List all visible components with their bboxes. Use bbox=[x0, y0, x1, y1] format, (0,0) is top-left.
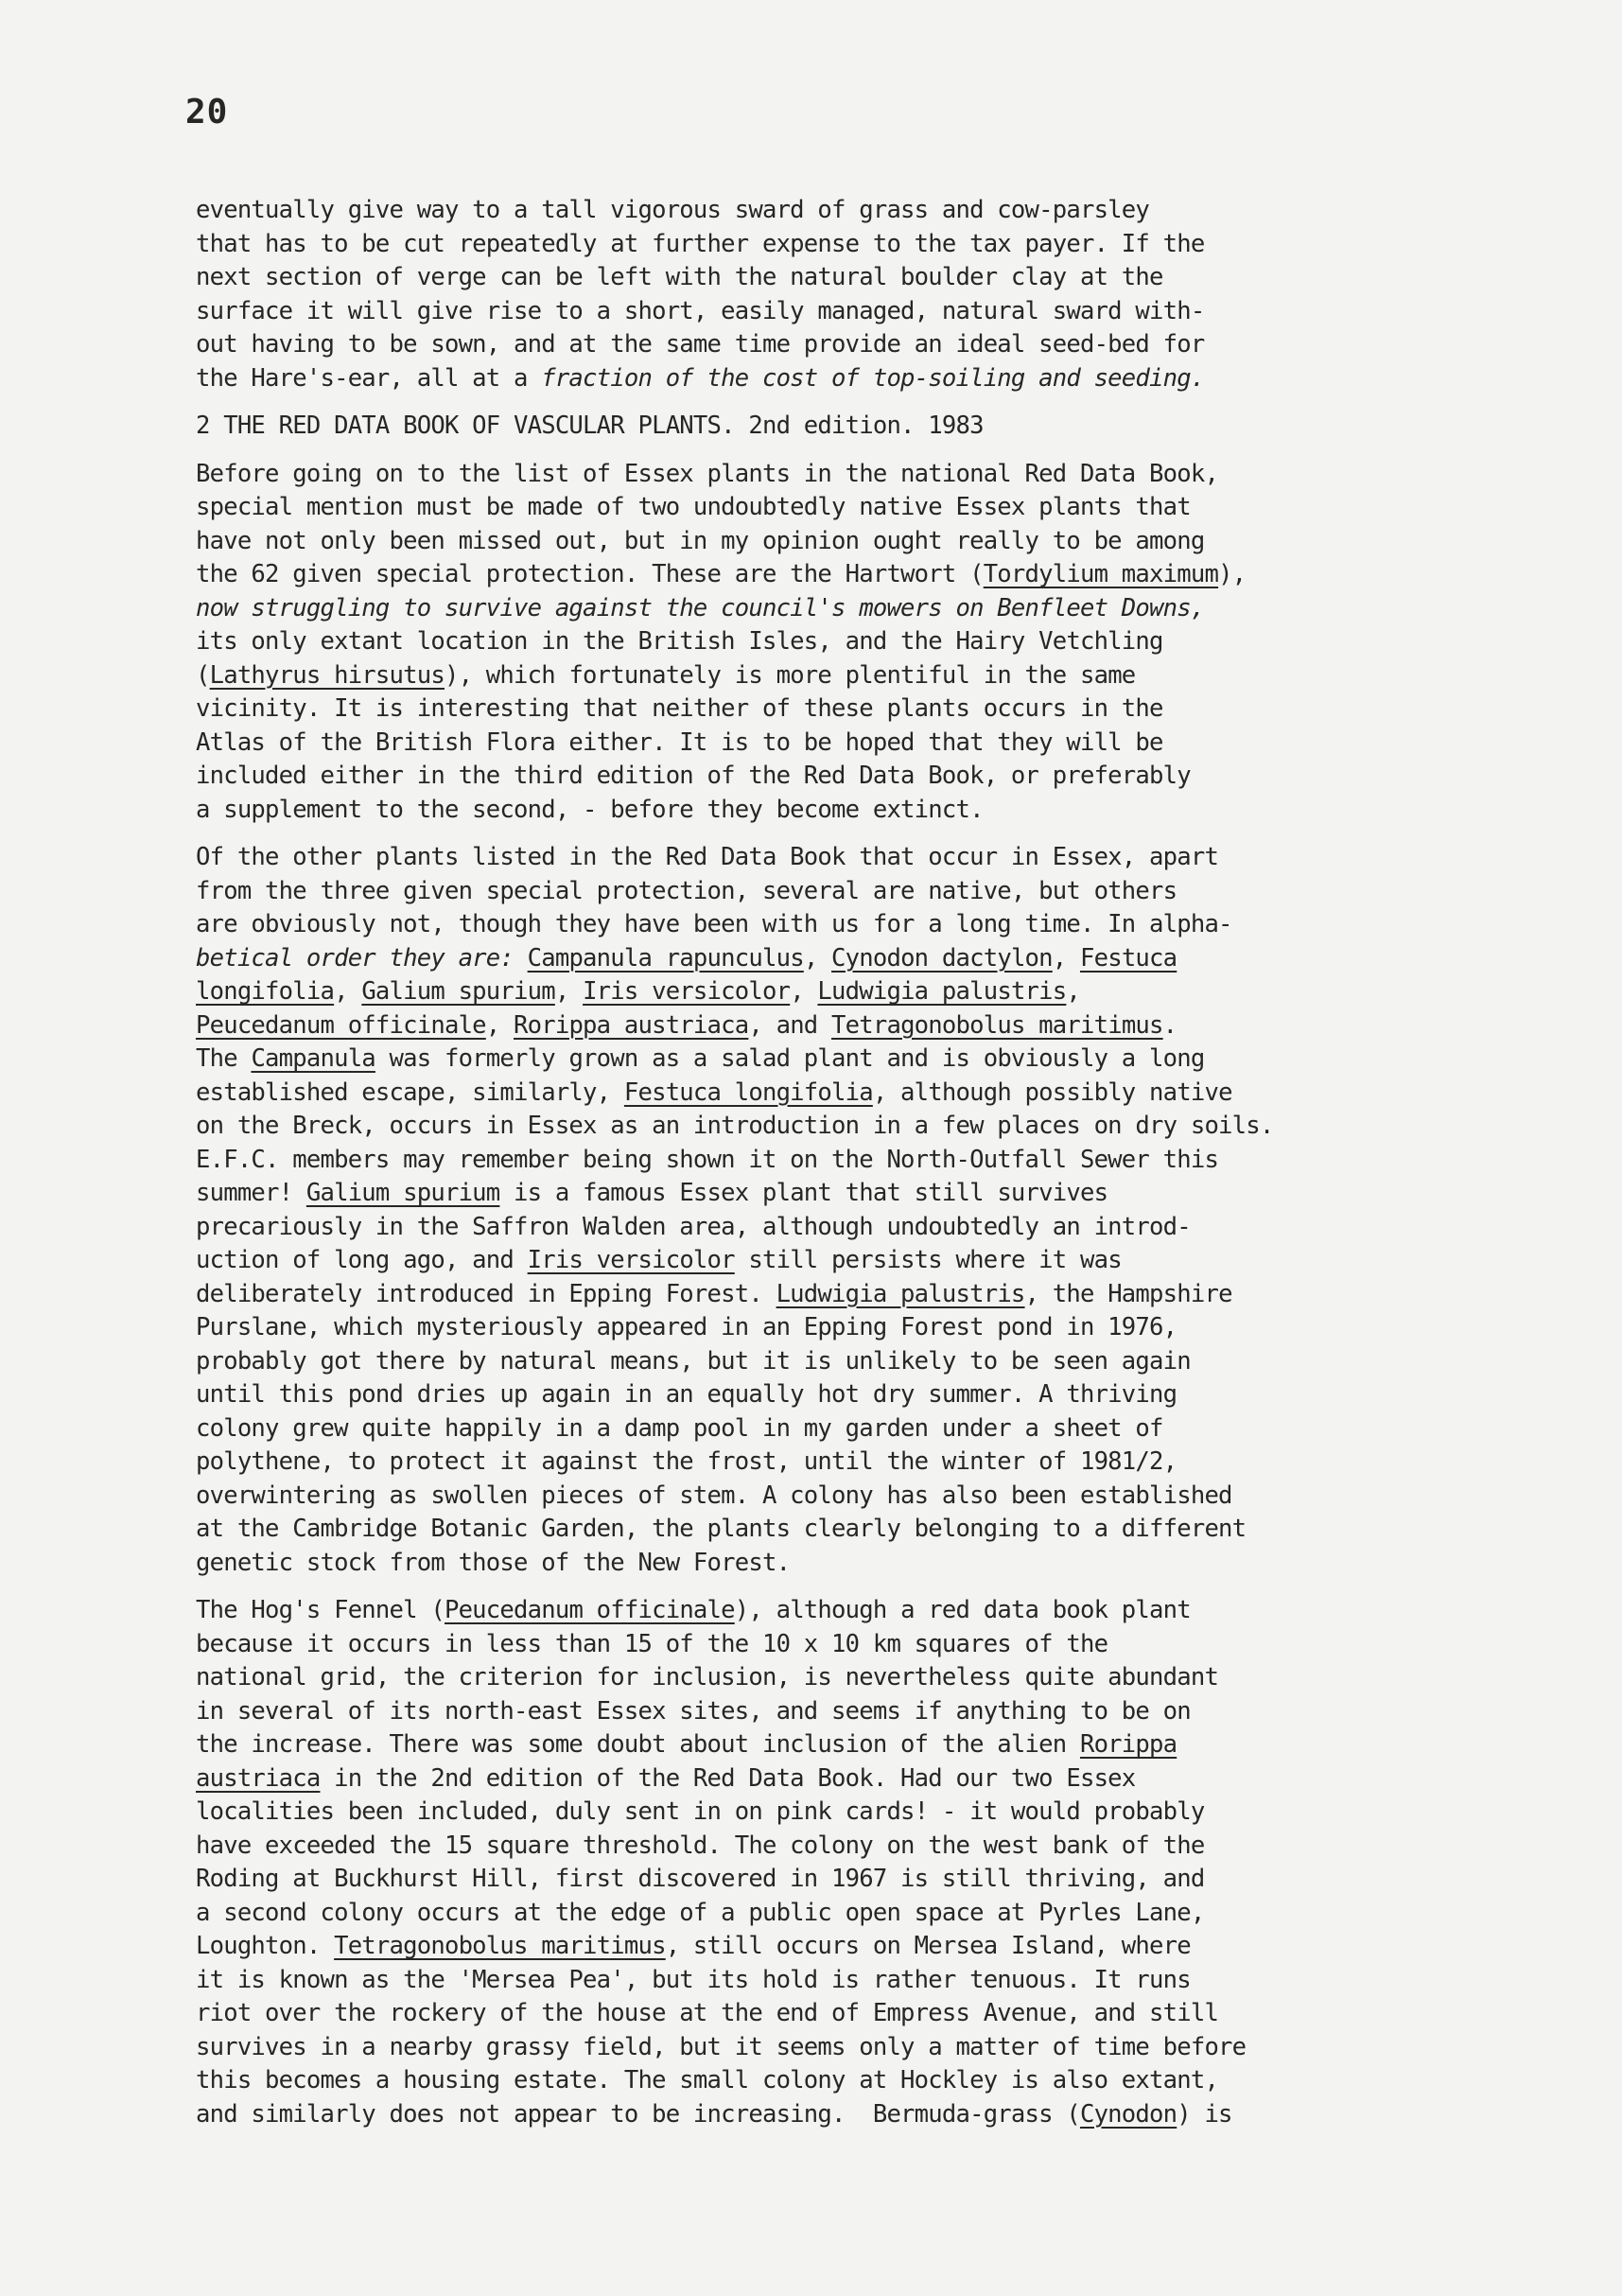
text-line: 2 THE RED DATA BOOK OF VASCULAR PLANTS. 2nd edition. 1983 bbox=[196, 412, 984, 440]
body-text bbox=[196, 194, 1586, 2131]
text-line: established escape, similarly, Festuca longifolia, although possibly native bbox=[196, 1078, 1232, 1107]
text-line: on the Breck, occurs in Essex as an introduction in a few places on dry soils. bbox=[196, 1112, 1274, 1140]
text-line: precariously in the Saffron Walden area, although undoubtedly an introd- bbox=[196, 1212, 1191, 1241]
text-line: vicinity. It is interesting that neither of these plants occurs in the bbox=[196, 694, 1163, 723]
text-line: it is known as the 'Mersea Pea', but its hold is rather tenuous. It runs bbox=[196, 1965, 1191, 1994]
text-line: a second colony occurs at the edge of a public open space at Pyrles Lane, bbox=[196, 1898, 1205, 1927]
text-line: (Lathyrus hirsutus), which fortunately is more plentiful in the same bbox=[196, 660, 1136, 690]
text-line: eventually give way to a tall vigorous sward of grass and cow-parsley bbox=[196, 196, 1150, 224]
text-line: deliberately introduced in Epping Forest. Ludwigia palustris, the Hampshire bbox=[196, 1279, 1232, 1308]
text-line: now struggling to survive against the council's mowers on Benfleet Downs, bbox=[196, 593, 1205, 622]
text-line: until this pond dries up again in an equally hot dry summer. A thriving bbox=[196, 1380, 1177, 1409]
text-line: longifolia, Galium spurium, Iris versicolor, Ludwigia palustris, bbox=[196, 977, 1080, 1006]
text-line: Atlas of the British Flora either. It is to be hoped that they will be bbox=[196, 727, 1163, 757]
paragraph-gap bbox=[196, 827, 1586, 841]
page-number: 20 bbox=[185, 93, 229, 131]
text-line: the 62 given special protection. These are the Hartwort (Tordylium maximum), bbox=[196, 560, 1247, 588]
text-line: Roding at Buckhurst Hill, first discovered in 1967 is still thriving, and bbox=[196, 1865, 1205, 1893]
text-line: have exceeded the 15 square threshold. The colony on the west bank of the bbox=[196, 1831, 1205, 1860]
text-line: Purslane, which mysteriously appeared in an Epping Forest pond in 1976, bbox=[196, 1313, 1177, 1341]
text-line: next section of verge can be left with the natural boulder clay at the bbox=[196, 263, 1163, 291]
paragraph-gap bbox=[196, 1580, 1586, 1594]
text-line: special mention must be made of two undoubtedly native Essex plants that bbox=[196, 493, 1191, 521]
text-line: have not only been missed out, but in my opinion ought really to be among bbox=[196, 526, 1205, 555]
text-line: The Campanula was formerly grown as a salad plant and is obviously a long bbox=[196, 1044, 1205, 1073]
text-line: Loughton. Tetragonobolus maritimus, still occurs on Mersea Island, where bbox=[196, 1932, 1191, 1960]
text-line: survives in a nearby grassy field, but it seems only a matter of time before bbox=[196, 2032, 1247, 2061]
paragraph-gap bbox=[196, 395, 1586, 410]
text-line: that has to be cut repeatedly at further expense to the tax payer. If the bbox=[196, 229, 1205, 258]
text-line: The Hog's Fennel (Peucedanum officinale), although a red data book plant bbox=[196, 1596, 1191, 1624]
text-line: Peucedanum officinale, Rorippa austriaca, and Tetragonobolus maritimus. bbox=[196, 1010, 1177, 1040]
text-line: from the three given special protection, several are native, but others bbox=[196, 876, 1177, 905]
text-line: riot over the rockery of the house at the end of Empress Avenue, and still bbox=[196, 1999, 1219, 2027]
paragraph-gap bbox=[196, 444, 1586, 458]
text-line: Of the other plants listed in the Red Data Book that occur in Essex, apart bbox=[196, 843, 1219, 871]
text-line: this becomes a housing estate. The small colony at Hockley is also extant, bbox=[196, 2066, 1219, 2094]
text-line: genetic stock from those of the New Forest. bbox=[196, 1548, 791, 1577]
text-line: its only extant location in the British Isles, and the Hairy Vetchling bbox=[196, 627, 1163, 656]
text-line: Before going on to the list of Essex plants in the national Red Data Book, bbox=[196, 459, 1219, 488]
text-line: overwintering as swollen pieces of stem. A colony has also been established bbox=[196, 1481, 1232, 1510]
text-line: uction of long ago, and Iris versicolor still persists where it was bbox=[196, 1246, 1122, 1274]
text-line: in several of its north-east Essex sites, and seems if anything to be on bbox=[196, 1696, 1191, 1726]
text-line: betical order they are: Campanula rapunculus, Cynodon dactylon, Festuca bbox=[196, 943, 1177, 973]
text-line: surface it will give rise to a short, easily managed, natural sward with- bbox=[196, 296, 1205, 325]
text-line: because it occurs in less than 15 of the 10 x 10 km squares of the bbox=[196, 1629, 1108, 1658]
text-line: probably got there by natural means, but it is unlikely to be seen again bbox=[196, 1346, 1191, 1376]
text-line: are obviously not, though they have been with us for a long time. In alpha- bbox=[196, 910, 1232, 938]
text-line: a supplement to the second, - before they become extinct. bbox=[196, 795, 984, 824]
text-line: at the Cambridge Botanic Garden, the plants clearly belonging to a different bbox=[196, 1515, 1247, 1543]
text-line: the Hare's-ear, all at a fraction of the cost of top-soiling and seeding. bbox=[196, 363, 1205, 393]
text-line: national grid, the criterion for inclusion, is nevertheless quite abundant bbox=[196, 1663, 1219, 1691]
text-line: austriaca in the 2nd edition of the Red Data Book. Had our two Essex bbox=[196, 1763, 1136, 1793]
text-line: out having to be sown, and at the same time provide an ideal seed-bed for bbox=[196, 330, 1205, 359]
text-line: and similarly does not appear to be increasing. Bermuda-grass (Cynodon) is bbox=[196, 2099, 1232, 2129]
text-line: polythene, to protect it against the frost, until the winter of 1981/2, bbox=[196, 1447, 1177, 1476]
text-line: summer! Galium spurium is a famous Essex plant that still survives bbox=[196, 1179, 1108, 1207]
text-line: localities been included, duly sent in on pink cards! - it would probably bbox=[196, 1797, 1205, 1826]
text-line: E.F.C. members may remember being shown it on the North-Outfall Sewer this bbox=[196, 1145, 1219, 1174]
text-line: included either in the third edition of the Red Data Book, or preferably bbox=[196, 762, 1191, 790]
text-line: the increase. There was some doubt about inclusion of the alien Rorippa bbox=[196, 1730, 1177, 1759]
text-line: colony grew quite happily in a damp pool in my garden under a sheet of bbox=[196, 1413, 1163, 1443]
